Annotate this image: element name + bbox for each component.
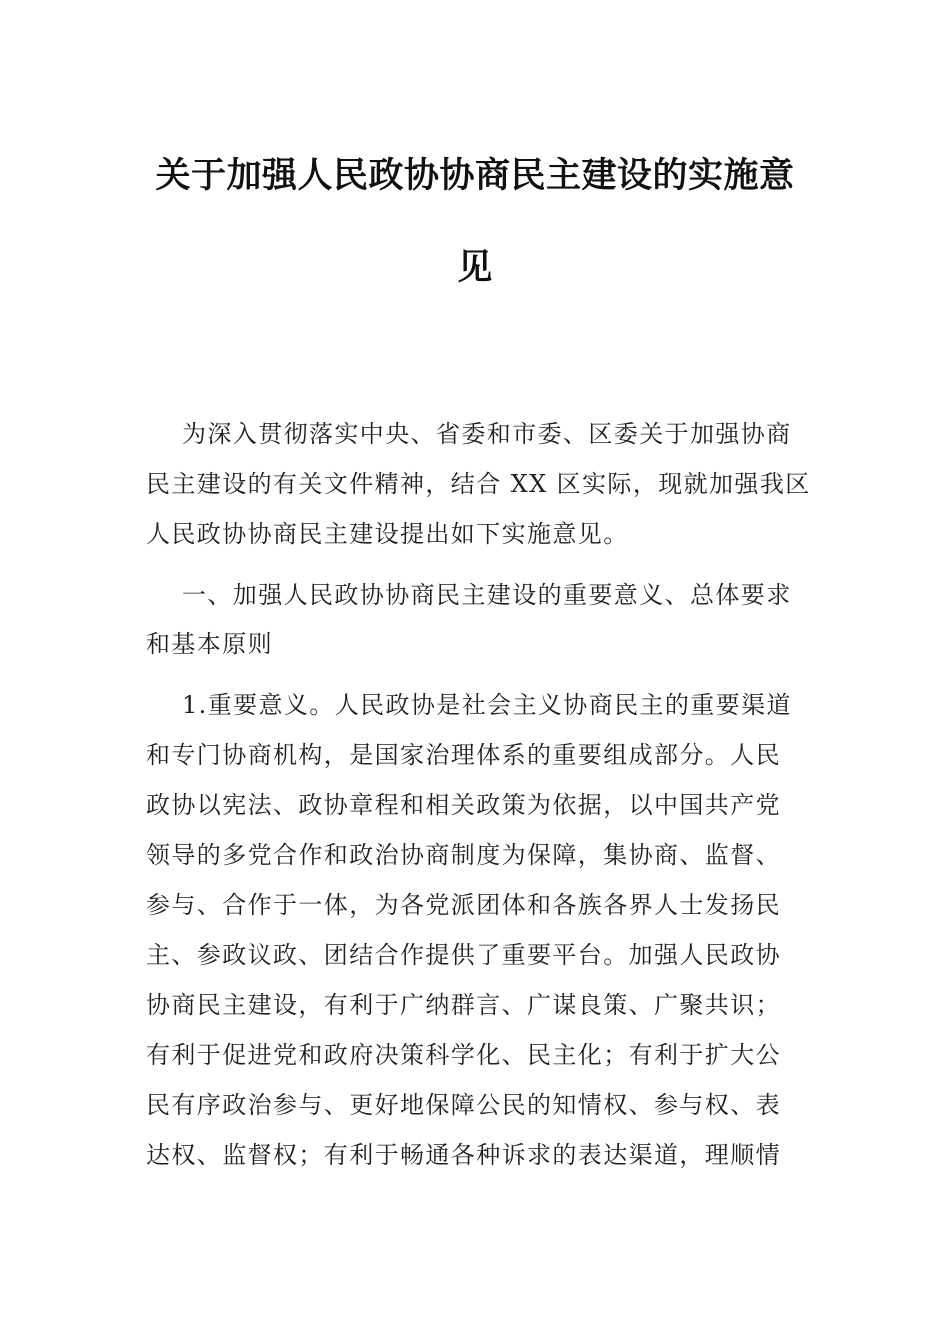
section-heading-line: 和基本原则 (146, 630, 273, 658)
paragraph-importance-line: 主、参政议政、团结合作提供了重要平台。加强人民政协 (146, 941, 781, 969)
paragraph-importance-line: 参与、合作于一体，为各党派团体和各族各界人士发扬民 (146, 891, 781, 919)
paragraph-intro-line: 民主建设的有关文件精神，结合 XX 区实际，现就加强我区 (146, 470, 811, 498)
paragraph-importance-line: 有利于促进党和政府决策科学化、民主化；有利于扩大公 (146, 1041, 781, 1069)
paragraph-importance-line: 领导的多党合作和政治协商制度为保障，集协商、监督、 (146, 841, 781, 869)
document-title-line-2: 见 (457, 247, 493, 288)
paragraph-importance-line: 协商民主建设，有利于广纳群言、广谋良策、广聚共识； (146, 991, 781, 1019)
document-title-line-1: 关于加强人民政协协商民主建设的实施意 (155, 155, 795, 196)
paragraph-importance-line: 和专门协商机构，是国家治理体系的重要组成部分。人民 (146, 741, 781, 769)
paragraph-intro-line: 为深入贯彻落实中央、省委和市委、区委关于加强协商 (182, 420, 792, 448)
paragraph-intro-line: 人民政协协商民主建设提出如下实施意见。 (146, 520, 629, 548)
paragraph-importance-line: 1.重要意义。人民政协是社会主义协商民主的重要渠道 (182, 691, 792, 719)
section-heading-line: 一、加强人民政协协商民主建设的重要意义、总体要求 (182, 581, 792, 609)
paragraph-importance-line: 民有序政治参与、更好地保障公民的知情权、参与权、表 (146, 1091, 781, 1119)
paragraph-importance-line: 达权、监督权；有利于畅通各种诉求的表达渠道，理顺情 (146, 1141, 781, 1169)
paragraph-importance-line: 政协以宪法、政协章程和相关政策为依据，以中国共产党 (146, 791, 781, 819)
